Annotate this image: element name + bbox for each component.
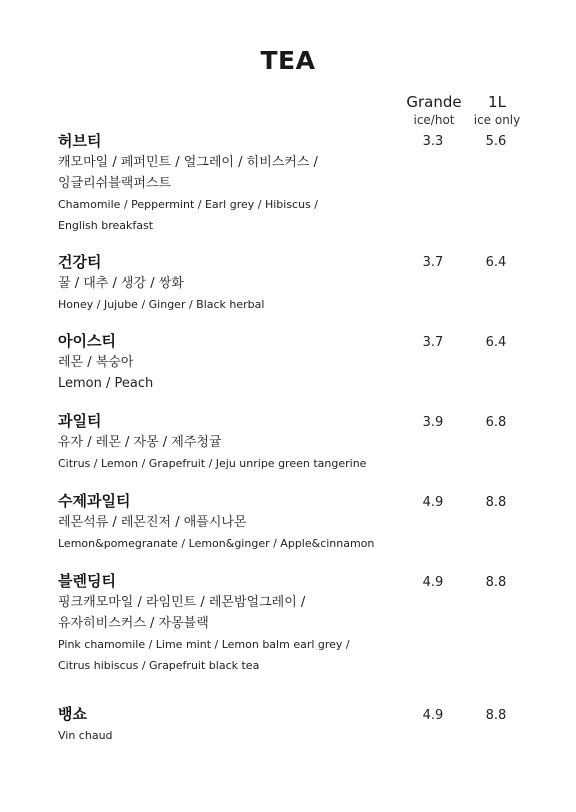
menu-title: TEA xyxy=(260,46,316,75)
item-name: 과일티 xyxy=(58,412,102,430)
price-grande: 3.9 xyxy=(422,415,444,430)
item-desc-ko: 유자 / 레몬 / 자몽 / 제주청귤 xyxy=(58,435,222,450)
item-desc-ko: 꿀 / 대추 / 생강 / 쌍화 xyxy=(58,276,184,291)
item-desc-ko: 핑크캐모마일 / 라임민트 / 레몬밤얼그레이 / xyxy=(58,595,306,610)
item-name: 블렌딩티 xyxy=(58,572,116,590)
column-temp-label: ice/hot xyxy=(413,113,455,127)
item-desc-ko: 유자히비스커스 / 자몽블랙 xyxy=(58,616,209,631)
column-size-label: Grande xyxy=(406,93,462,111)
price-grande: 4.9 xyxy=(422,575,444,590)
item-desc-en: Pink chamomile / Lime mint / Lemon balm earl grey / xyxy=(58,638,350,651)
item-desc-en: Citrus / Lemon / Grapefruit / Jeju unripe green tangerine xyxy=(58,457,367,470)
item-name: 아이스티 xyxy=(58,332,116,350)
item-desc-en: Citrus hibiscus / Grapefruit black tea xyxy=(58,659,260,672)
price-1l: 5.6 xyxy=(485,134,507,149)
column-header-1l xyxy=(457,93,537,127)
column-size-label: 1L xyxy=(488,93,506,111)
price-1l: 6.4 xyxy=(485,335,507,350)
item-desc-en: Lemon / Peach xyxy=(58,376,154,391)
price-1l: 8.8 xyxy=(485,708,507,723)
price-grande: 4.9 xyxy=(422,495,444,510)
price-1l: 6.4 xyxy=(485,255,507,270)
item-name: 건강티 xyxy=(58,253,102,271)
item-desc-en: Vin chaud xyxy=(58,729,113,742)
item-desc-ko: 잉글리쉬블랙퍼스트 xyxy=(58,176,172,191)
price-1l: 8.8 xyxy=(485,575,507,590)
price-grande: 3.3 xyxy=(422,134,444,149)
item-desc-en: Lemon&pomegranate / Lemon&ginger / Apple&cinnamon xyxy=(58,537,375,550)
item-desc-en: Honey / Jujube / Ginger / Black herbal xyxy=(58,298,265,311)
price-grande: 3.7 xyxy=(422,335,444,350)
item-desc-ko: 캐모마일 / 페퍼민트 / 얼그레이 / 히비스커스 / xyxy=(58,155,318,170)
item-desc-ko: 레몬 / 복숭아 xyxy=(58,355,134,370)
item-desc-en: Chamomile / Peppermint / Earl grey / Hibiscus / xyxy=(58,198,319,211)
price-grande: 4.9 xyxy=(422,708,444,723)
item-desc-en: English breakfast xyxy=(58,219,154,232)
price-1l: 6.8 xyxy=(485,415,507,430)
item-desc-ko: 레몬석류 / 레몬진저 / 애플시나몬 xyxy=(58,515,247,530)
item-name: 수제과일티 xyxy=(58,492,131,510)
item-name: 뱅쇼 xyxy=(58,705,87,723)
price-1l: 8.8 xyxy=(485,495,507,510)
column-temp-label: ice only xyxy=(473,113,521,127)
item-name: 허브티 xyxy=(58,132,102,150)
price-grande: 3.7 xyxy=(422,255,444,270)
